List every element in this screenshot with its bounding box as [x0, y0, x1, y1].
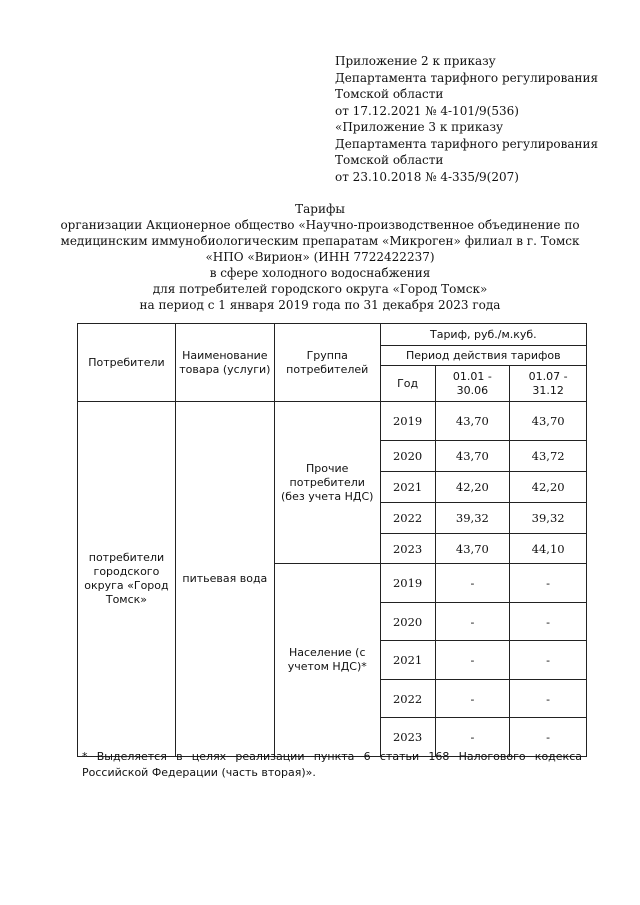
year-cell: 2022 [380, 503, 435, 534]
title-line: на период с 1 января 2019 года по 31 декабря 2023 года [139, 298, 501, 312]
appendix-line: Департамента тарифного регулирования [335, 70, 599, 85]
tariff-h2-cell: 42,20 [510, 472, 587, 503]
tariff-h2-cell: 43,70 [510, 402, 587, 441]
year-cell: 2019 [380, 564, 435, 603]
header-year: Год [380, 366, 435, 402]
footnote: * Выделяется в целях реализации пункта 6 статьи 168 Налогового кодекса Российской Федерации (часть вторая)». [82, 750, 582, 779]
tariff-h1-cell: - [435, 603, 510, 641]
group-other-cell: Прочие потребители (без учета НДС) [274, 402, 380, 564]
appendix-line: «Приложение 3 к приказу [335, 120, 504, 134]
year-cell: 2020 [380, 441, 435, 472]
appendix-line: от 17.12.2021 № 4-101/9(536) [335, 103, 519, 118]
tariff-h2-cell: - [510, 680, 587, 718]
header-consumers: Потребители [78, 324, 176, 402]
tariff-h2-cell: 39,32 [510, 503, 587, 534]
tariff-h1-cell: - [435, 718, 510, 757]
document-title [60, 201, 580, 313]
tariff-h1-cell: - [435, 564, 510, 603]
tariff-h1-cell: 43,70 [435, 402, 510, 441]
year-cell: 2023 [380, 534, 435, 564]
header-period-h1: 01.01 - 30.06 [435, 366, 510, 402]
appendix-line: Томской области [335, 87, 444, 101]
header-period-h2: 01.07 - 31.12 [510, 366, 587, 402]
tariff-h2-cell: - [510, 564, 587, 603]
product-cell: питьевая вода [175, 402, 274, 757]
appendix-line: Департамента тарифного регулирования [335, 136, 599, 151]
title-line: «НПО «Вирион» (ИНН 7722422237) [205, 250, 435, 264]
appendix-line: Томской области [335, 153, 444, 167]
tariff-h1-cell: 43,70 [435, 534, 510, 564]
consumer-cell: потребители городского округа «Город Томск» [78, 402, 176, 757]
year-cell: 2021 [380, 641, 435, 680]
title-line: для потребителей городского округа «Город Томск» [152, 282, 488, 296]
appendix-header [335, 53, 598, 185]
header-group: Группа потребителей [274, 324, 380, 402]
title-line: в сфере холодного водоснабжения [209, 266, 431, 280]
appendix-line: от 23.10.2018 № 4-335/9(207) [335, 169, 519, 184]
year-cell: 2022 [380, 680, 435, 718]
header-period: Период действия тарифов [380, 346, 586, 366]
tariff-h1-cell: 39,32 [435, 503, 510, 534]
tariff-h2-cell: 43,72 [510, 441, 587, 472]
title-line: Тарифы [295, 202, 345, 216]
appendix-line: Приложение 2 к приказу [335, 54, 496, 68]
tariff-h1-cell: - [435, 641, 510, 680]
tariff-h2-cell: 44,10 [510, 534, 587, 564]
group-population-cell: Население (с учетом НДС)* [274, 564, 380, 757]
tariff-h2-cell: - [510, 603, 587, 641]
tariff-h1-cell: 43,70 [435, 441, 510, 472]
tariff-table [77, 323, 587, 757]
title-line: медицинским иммунобиологическим препаратам «Микроген» филиал в г. Томск [60, 234, 580, 248]
header-product: Наименование товара (услуги) [175, 324, 274, 402]
tariff-h1-cell: 42,20 [435, 472, 510, 503]
title-line: организации Акционерное общество «Научно-производственное объединение по [60, 218, 580, 232]
tariff-h1-cell: - [435, 680, 510, 718]
year-cell: 2023 [380, 718, 435, 757]
year-cell: 2021 [380, 472, 435, 503]
year-cell: 2019 [380, 402, 435, 441]
year-cell: 2020 [380, 603, 435, 641]
header-tariff: Тариф, руб./м.куб. [380, 324, 586, 346]
tariff-h2-cell: - [510, 641, 587, 680]
tariff-h2-cell: - [510, 718, 587, 757]
